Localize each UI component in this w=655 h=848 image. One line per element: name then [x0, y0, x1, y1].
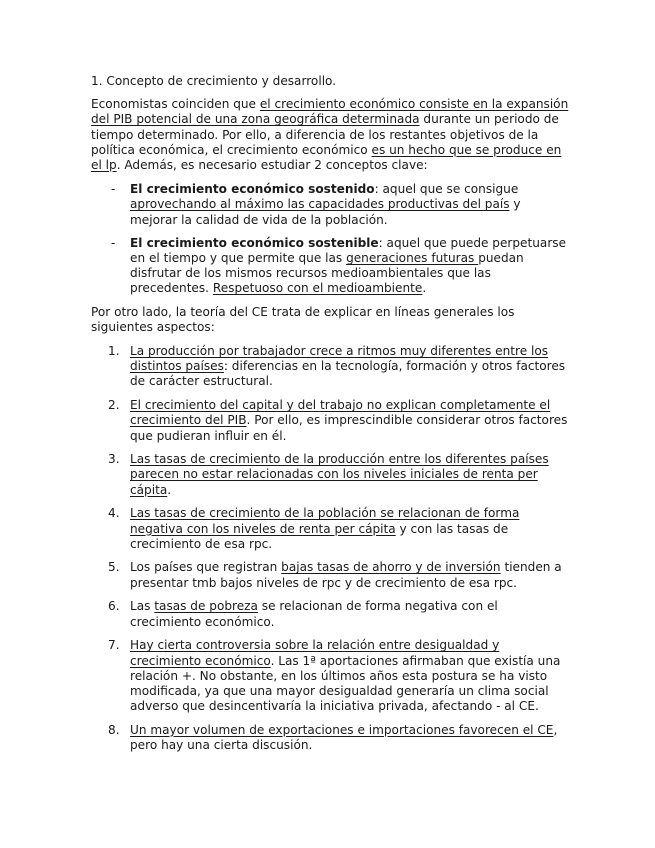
item-underlined: bajas tasas de ahorro y de inversión	[281, 560, 501, 575]
aspect-item-5	[91, 560, 569, 590]
item-text: . Las 1ª aportaciones afirmaban que existía una relación +. No obstante, en los últimos años esta postura se ha visto modificada, ya que una mayor desigualdad generaría un clima social adverso que desincentivaría la iniciativa privada, afectando - al CE.	[130, 653, 561, 714]
intro-paragraph	[91, 97, 569, 173]
concept-text: : aquel que puede perpetuarse en el tiempo y que permite que las	[130, 235, 567, 266]
concept-item-sostenible	[91, 236, 569, 297]
concept-item-sostenido	[91, 182, 569, 228]
intro-underlined-definition: el crecimiento económico consiste en la expansión del PIB potencial de una zona geográfica determinada	[91, 97, 569, 127]
item-underlined: La producción por trabajador crece a ritmos muy diferentes entre los distintos países	[130, 344, 549, 374]
aspect-item-8	[91, 723, 569, 753]
item-text: : diferencias en la tecnología, formación y otros factores de carácter estructural.	[130, 359, 566, 389]
item-number: 4.	[108, 506, 120, 521]
aspect-item-4	[91, 506, 569, 552]
concept-text: .	[422, 281, 427, 296]
intro-text: durante un periodo de tiempo determinado. Por ello, a diferencia de los restantes objetivos de la política económica, el crecimiento económico	[91, 112, 559, 157]
item-underlined: Un mayor volumen de exportaciones e importaciones favorecen el CE	[130, 722, 554, 737]
item-underlined: El crecimiento del capital y del trabajo no explican completamente el crecimiento del PIB	[130, 398, 551, 428]
aspect-item-1	[91, 344, 569, 390]
bullet-marker: -	[111, 182, 116, 197]
concept-text: y mejorar la calidad de vida de la población.	[130, 197, 521, 227]
concept-text: puedan disfrutar de los mismos recursos medioambientales que las precedentes.	[130, 251, 524, 296]
item-text: Las	[130, 599, 155, 614]
intro-underlined-lp: es un hecho que se produce en el lp	[91, 142, 562, 173]
concept-underlined: Respetuoso con el medioambiente	[212, 281, 423, 296]
aspect-item-6	[91, 599, 569, 629]
item-number: 7.	[108, 638, 120, 653]
item-text: se relacionan de forma negativa con el crecimiento económico.	[130, 599, 498, 629]
item-text: , pero hay una cierta discusión.	[130, 722, 558, 753]
item-text: tienden a presentar tmb bajos niveles de rpc y de crecimiento de esa rpc.	[130, 560, 562, 590]
item-underlined: Hay cierta controversia sobre la relación entre desigualdad y crecimiento económico	[130, 638, 500, 668]
aspect-item-7	[91, 638, 569, 714]
item-number: 5.	[108, 560, 120, 575]
item-number: 3.	[108, 452, 120, 467]
intro-text: . Además, es necesario estudiar 2 conceptos clave:	[116, 158, 428, 173]
item-underlined: Las tasas de crecimiento de la producción entre los diferentes países parecen no estar relacionadas con los niveles iniciales de renta per cápita	[130, 452, 549, 497]
item-number: 8.	[108, 722, 120, 737]
item-text: . Por ello, es imprescindible considerar otros factores que pudieran influir en él.	[130, 413, 568, 443]
aspects-intro-paragraph: Por otro lado, la teoría del CE trata de explicar en líneas generales los siguientes aspectos:	[91, 304, 515, 334]
concepts-list	[91, 182, 569, 296]
concept-underlined: aprovechando al máximo las capacidades productivas del país	[130, 197, 510, 212]
item-text: .	[167, 482, 172, 497]
aspect-item-2	[91, 398, 569, 444]
intro-text: Economistas coinciden que	[91, 97, 260, 112]
concept-text: : aquel que se consigue	[374, 182, 519, 197]
concept-term: El crecimiento económico sostenible	[130, 235, 379, 250]
item-number: 2.	[108, 398, 120, 413]
item-underlined: Las tasas de crecimiento de la población se relacionan de forma negativa con los niveles de renta per cápita	[130, 506, 520, 536]
section-heading: 1. Concepto de crecimiento y desarrollo.	[91, 74, 337, 88]
concept-term: El crecimiento económico sostenido	[130, 182, 375, 197]
bullet-marker: -	[111, 235, 116, 250]
item-underlined: tasas de pobreza	[154, 599, 258, 614]
aspects-list	[91, 344, 569, 753]
item-text: y con las tasas de crecimiento de esa rpc.	[130, 521, 509, 551]
aspect-item-3	[91, 452, 569, 498]
item-number: 6.	[108, 599, 120, 614]
concept-underlined: generaciones futuras	[346, 251, 479, 266]
item-number: 1.	[108, 344, 120, 359]
item-text: Los países que registran	[130, 560, 282, 575]
document-body	[91, 74, 569, 762]
